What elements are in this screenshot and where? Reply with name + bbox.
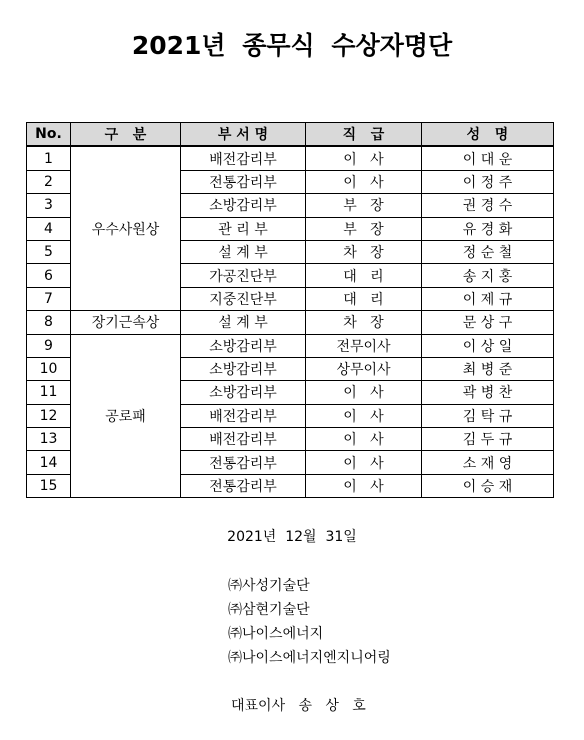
row-no: 3	[27, 194, 71, 217]
organization-name: ㈜삼현기술단	[228, 602, 310, 618]
row-rank: 차 장	[306, 311, 422, 334]
row-rank: 전무이사	[306, 334, 422, 357]
row-no: 11	[27, 381, 71, 404]
table-row	[27, 311, 554, 334]
row-rank: 부 장	[306, 194, 422, 217]
row-no: 10	[27, 357, 71, 380]
row-rank: 대 리	[306, 264, 422, 287]
row-department: 전통감리부	[181, 170, 306, 193]
row-department: 배전감리부	[181, 404, 306, 427]
row-name: 곽 병 찬	[422, 381, 554, 404]
document-title: 2021년 종무식 수상자명단	[131, 31, 453, 60]
row-rank: 부 장	[306, 217, 422, 240]
row-name: 문 상 구	[422, 311, 554, 334]
row-no: 12	[27, 404, 71, 427]
row-no: 1	[27, 146, 71, 170]
header-name: 성 명	[422, 123, 554, 147]
row-name: 유 경 화	[422, 217, 554, 240]
row-no: 7	[27, 287, 71, 310]
row-name: 정 순 철	[422, 240, 554, 263]
table-row	[27, 334, 554, 357]
row-rank: 이 사	[306, 146, 422, 170]
row-name: 김 탁 규	[422, 404, 554, 427]
row-no: 6	[27, 264, 71, 287]
row-name: 김 두 규	[422, 428, 554, 451]
row-department: 전통감리부	[181, 474, 306, 497]
row-name: 이 대 운	[422, 146, 554, 170]
category-merit-plaque: 공로패	[71, 334, 181, 498]
row-department: 관 리 부	[181, 217, 306, 240]
organization-list	[228, 574, 391, 670]
row-name: 이 승 재	[422, 474, 554, 497]
row-no: 4	[27, 217, 71, 240]
row-name: 송 지 홍	[422, 264, 554, 287]
row-rank: 이 사	[306, 404, 422, 427]
category-long-service: 장기근속상	[71, 311, 181, 334]
row-no: 2	[27, 170, 71, 193]
organization-name: ㈜나이스에너지	[228, 626, 324, 642]
header-no: No.	[27, 123, 71, 147]
row-rank: 이 사	[306, 170, 422, 193]
row-department: 소방감리부	[181, 381, 306, 404]
row-name: 소 재 영	[422, 451, 554, 474]
row-name: 이 정 주	[422, 170, 554, 193]
row-no: 8	[27, 311, 71, 334]
row-rank: 차 장	[306, 240, 422, 263]
row-rank: 이 사	[306, 428, 422, 451]
row-name: 최 병 준	[422, 357, 554, 380]
row-department: 가공진단부	[181, 264, 306, 287]
row-rank: 상무이사	[306, 357, 422, 380]
header-department: 부 서 명	[181, 123, 306, 147]
row-name: 이 상 일	[422, 334, 554, 357]
row-no: 5	[27, 240, 71, 263]
table-row	[27, 146, 554, 170]
row-department: 소방감리부	[181, 334, 306, 357]
header-category: 구 분	[71, 123, 181, 147]
row-rank: 대 리	[306, 287, 422, 310]
row-rank: 이 사	[306, 474, 422, 497]
row-no: 14	[27, 451, 71, 474]
row-no: 13	[27, 428, 71, 451]
row-department: 전통감리부	[181, 451, 306, 474]
row-name: 이 제 규	[422, 287, 554, 310]
organization-name: ㈜사성기술단	[228, 578, 310, 594]
table-header-row	[27, 123, 554, 147]
row-department: 소방감리부	[181, 194, 306, 217]
row-no: 9	[27, 334, 71, 357]
representative-signature: 대표이사 송 상 호	[231, 698, 366, 714]
row-rank: 이 사	[306, 451, 422, 474]
row-rank: 이 사	[306, 381, 422, 404]
row-name: 권 경 수	[422, 194, 554, 217]
header-rank: 직 급	[306, 123, 422, 147]
award-winners-table	[26, 122, 554, 498]
row-department: 배전감리부	[181, 428, 306, 451]
issue-date: 2021년 12월 31일	[227, 529, 357, 545]
row-department: 배전감리부	[181, 146, 306, 170]
organization-name: ㈜나이스에너지엔지니어링	[228, 650, 391, 666]
category-excellent-employee: 우수사원상	[71, 146, 181, 310]
row-department: 설 계 부	[181, 240, 306, 263]
row-no: 15	[27, 474, 71, 497]
row-department: 소방감리부	[181, 357, 306, 380]
row-department: 지중진단부	[181, 287, 306, 310]
row-department: 설 계 부	[181, 311, 306, 334]
